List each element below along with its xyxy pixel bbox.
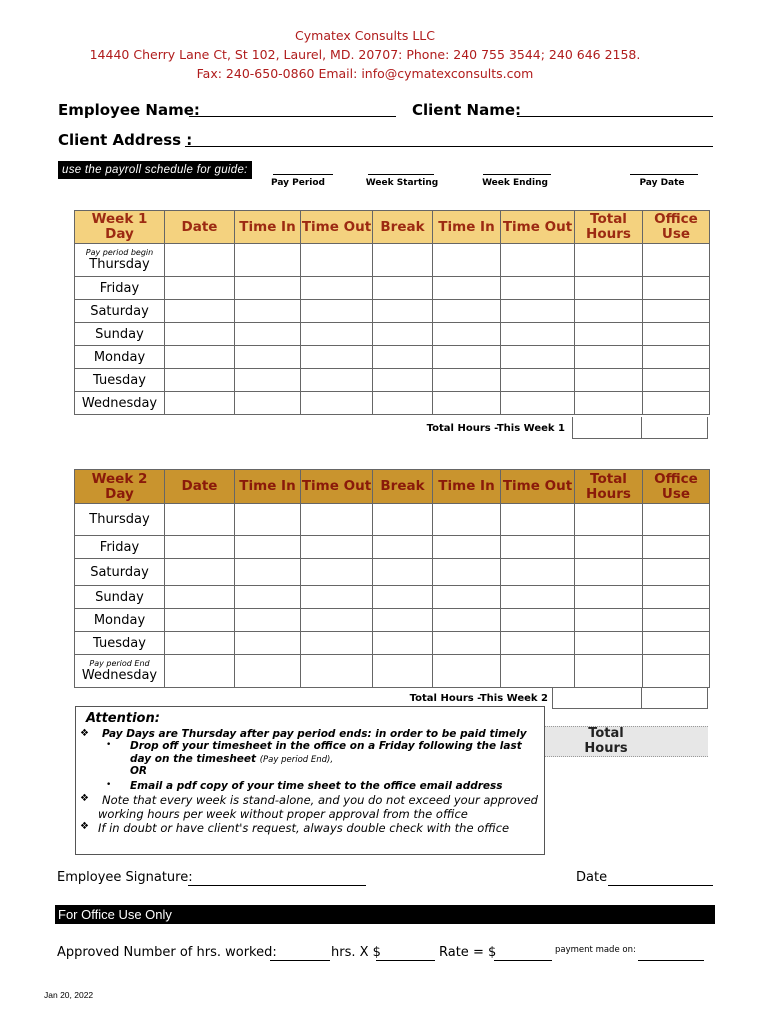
entry-cell[interactable] xyxy=(433,536,501,559)
week2-total-hours-header: Total Hours xyxy=(575,470,643,504)
day-label: Sunday xyxy=(75,586,165,609)
approved-hours-label: Approved Number of hrs. worked: xyxy=(57,945,277,960)
table-row xyxy=(75,346,710,369)
entry-cell[interactable] xyxy=(575,300,643,323)
entry-cell[interactable] xyxy=(501,244,575,277)
entry-cell[interactable] xyxy=(373,559,433,586)
entry-cell[interactable] xyxy=(235,586,301,609)
entry-cell[interactable] xyxy=(643,559,710,586)
attention-or: OR xyxy=(130,765,148,777)
week2-break-header: Break xyxy=(373,470,433,504)
entry-cell[interactable] xyxy=(373,632,433,655)
entry-cell[interactable] xyxy=(235,632,301,655)
day-label: Tuesday xyxy=(75,369,165,392)
attention-standalone-2: working hours per week without proper approval from the office xyxy=(98,807,468,821)
rate-label: Rate = $ xyxy=(439,945,497,960)
hourly-amount-line[interactable] xyxy=(376,960,435,961)
day-label: Wednesday xyxy=(75,392,165,415)
table-row xyxy=(75,586,710,609)
employee-signature-line[interactable] xyxy=(188,885,366,886)
company-address: 14440 Cherry Lane Ct, St 102, Laurel, MD. 20707: Phone: 240 755 3544; 240 646 2158. xyxy=(89,47,641,62)
entry-cell[interactable] xyxy=(643,277,710,300)
entry-cell[interactable] xyxy=(643,323,710,346)
entry-cell[interactable] xyxy=(165,559,235,586)
entry-cell[interactable] xyxy=(373,536,433,559)
day-label: Saturday xyxy=(75,300,165,323)
week1-time-in-2-header: Time In xyxy=(433,211,501,244)
week1-table xyxy=(74,210,710,415)
table-row xyxy=(75,504,710,536)
entry-cell[interactable] xyxy=(433,369,501,392)
pay-period-caption: Pay Period xyxy=(271,178,325,188)
entry-cell[interactable] xyxy=(235,323,301,346)
hrs-x-label: hrs. X $ xyxy=(331,945,381,960)
entry-cell[interactable] xyxy=(373,609,433,632)
week2-total-hours-cell[interactable] xyxy=(553,687,642,708)
attention-title: Attention: xyxy=(86,711,160,726)
week2-office-use-header: Office Use xyxy=(643,470,710,504)
employee-name-line[interactable] xyxy=(189,116,396,117)
week2-total-cells xyxy=(552,687,708,709)
entry-cell[interactable] xyxy=(575,392,643,415)
table-row xyxy=(75,369,710,392)
entry-cell[interactable] xyxy=(373,244,433,277)
entry-cell[interactable] xyxy=(235,244,301,277)
entry-cell[interactable] xyxy=(433,609,501,632)
entry-cell[interactable] xyxy=(301,504,373,536)
payment-made-label: payment made on: xyxy=(555,945,636,955)
entry-cell[interactable] xyxy=(373,586,433,609)
entry-cell[interactable] xyxy=(501,632,575,655)
entry-cell[interactable] xyxy=(301,536,373,559)
day-label: Friday xyxy=(75,536,165,559)
entry-cell[interactable] xyxy=(301,244,373,277)
diamond-bullet-icon: ❖ xyxy=(80,821,89,832)
attention-box xyxy=(75,706,545,855)
entry-cell[interactable] xyxy=(301,277,373,300)
entry-cell[interactable] xyxy=(643,300,710,323)
entry-cell[interactable] xyxy=(165,609,235,632)
entry-cell[interactable] xyxy=(373,392,433,415)
entry-cell[interactable] xyxy=(433,323,501,346)
client-address-line[interactable] xyxy=(185,146,713,147)
office-use-header xyxy=(55,905,715,924)
day-label: Friday xyxy=(75,277,165,300)
entry-cell[interactable] xyxy=(165,300,235,323)
entry-cell[interactable] xyxy=(433,277,501,300)
bullet-icon: • xyxy=(106,780,112,790)
entry-cell[interactable] xyxy=(433,655,501,688)
entry-cell[interactable] xyxy=(235,536,301,559)
entry-cell[interactable] xyxy=(501,609,575,632)
week1-date-header: Date xyxy=(165,211,235,244)
week1-break-header: Break xyxy=(373,211,433,244)
entry-cell[interactable] xyxy=(301,323,373,346)
week2-table xyxy=(74,469,710,688)
entry-cell[interactable] xyxy=(501,300,575,323)
entry-cell[interactable] xyxy=(501,504,575,536)
entry-cell[interactable] xyxy=(643,346,710,369)
entry-cell[interactable] xyxy=(235,300,301,323)
entry-cell[interactable] xyxy=(165,536,235,559)
table-row xyxy=(75,244,710,277)
office-use-title: For Office Use Only xyxy=(58,907,172,922)
client-address-label: Client Address : xyxy=(58,131,193,149)
pay-date-caption: Pay Date xyxy=(639,178,685,188)
entry-cell[interactable] xyxy=(433,632,501,655)
entry-cell[interactable] xyxy=(165,277,235,300)
entry-cell[interactable] xyxy=(433,346,501,369)
week1-total-hours-cell[interactable] xyxy=(573,417,642,438)
entry-cell[interactable] xyxy=(235,346,301,369)
entry-cell[interactable] xyxy=(433,559,501,586)
entry-cell[interactable] xyxy=(301,346,373,369)
entry-cell[interactable] xyxy=(235,504,301,536)
entry-cell[interactable] xyxy=(575,277,643,300)
table-row xyxy=(75,277,710,300)
entry-cell[interactable] xyxy=(373,369,433,392)
signature-date-label: Date xyxy=(576,870,608,885)
entry-cell[interactable] xyxy=(575,586,643,609)
entry-cell[interactable] xyxy=(501,277,575,300)
entry-cell[interactable] xyxy=(235,392,301,415)
entry-cell[interactable] xyxy=(165,632,235,655)
payroll-guide-label: use the payroll schedule for guide: xyxy=(58,161,252,179)
entry-cell[interactable] xyxy=(235,277,301,300)
week1-office-use-header: Office Use xyxy=(643,211,710,244)
entry-cell[interactable] xyxy=(501,655,575,688)
day-name: Wednesday xyxy=(81,668,158,683)
signature-date-line[interactable] xyxy=(608,885,713,886)
week1-total-cells xyxy=(572,417,708,439)
entry-cell[interactable] xyxy=(165,392,235,415)
diamond-bullet-icon: ❖ xyxy=(80,728,89,739)
entry-cell[interactable] xyxy=(575,346,643,369)
week1-time-out-header: Time Out xyxy=(301,211,373,244)
week2-time-in-2-header: Time In xyxy=(433,470,501,504)
week1-day-header: Week 1 Day xyxy=(75,211,165,244)
week2-time-out-2-header: Time Out xyxy=(501,470,575,504)
payment-date-line[interactable] xyxy=(638,960,704,961)
entry-cell[interactable] xyxy=(575,655,643,688)
week2-header-row xyxy=(75,470,710,504)
company-contact: Fax: 240-650-0860 Email: info@cymatexconsults.com xyxy=(196,66,534,81)
entry-cell[interactable] xyxy=(373,300,433,323)
entry-cell[interactable] xyxy=(235,559,301,586)
day-label: Monday xyxy=(75,609,165,632)
entry-cell[interactable] xyxy=(501,392,575,415)
day-label: Saturday xyxy=(75,559,165,586)
entry-cell[interactable] xyxy=(643,586,710,609)
day-label: Sunday xyxy=(75,323,165,346)
entry-cell[interactable] xyxy=(301,300,373,323)
entry-cell[interactable] xyxy=(165,369,235,392)
week-ending-line[interactable] xyxy=(483,174,551,175)
attention-doubt: If in doubt or have client's request, always double check with the office xyxy=(98,821,510,835)
pay-period-line[interactable] xyxy=(273,174,333,175)
entry-cell[interactable] xyxy=(433,504,501,536)
entry-cell[interactable] xyxy=(501,586,575,609)
entry-cell[interactable] xyxy=(301,369,373,392)
entry-cell[interactable] xyxy=(235,655,301,688)
entry-cell[interactable] xyxy=(575,504,643,536)
entry-cell[interactable] xyxy=(575,369,643,392)
entry-cell[interactable] xyxy=(643,609,710,632)
table-row xyxy=(75,632,710,655)
entry-cell[interactable] xyxy=(373,323,433,346)
entry-cell[interactable] xyxy=(301,609,373,632)
attention-dropoff-2 xyxy=(130,753,333,767)
attention-standalone-1: Note that every week is stand-alone, and you do not exceed your approved xyxy=(102,793,538,807)
entry-cell[interactable] xyxy=(575,323,643,346)
entry-cell[interactable] xyxy=(235,609,301,632)
entry-cell[interactable] xyxy=(433,392,501,415)
table-row xyxy=(75,655,710,688)
entry-cell[interactable] xyxy=(235,369,301,392)
entry-cell[interactable] xyxy=(643,369,710,392)
entry-cell[interactable] xyxy=(575,244,643,277)
day-name: Thursday xyxy=(89,257,150,272)
week1-time-in-header: Time In xyxy=(235,211,301,244)
client-name-line[interactable] xyxy=(517,116,713,117)
table-row xyxy=(75,559,710,586)
company-name: Cymatex Consults LLC xyxy=(295,28,435,43)
entry-cell[interactable] xyxy=(373,346,433,369)
entry-cell[interactable] xyxy=(643,392,710,415)
entry-cell[interactable] xyxy=(165,323,235,346)
entry-cell[interactable] xyxy=(165,655,235,688)
entry-cell[interactable] xyxy=(501,346,575,369)
client-name-label: Client Name: xyxy=(412,101,522,119)
entry-cell[interactable] xyxy=(433,244,501,277)
entry-cell[interactable] xyxy=(165,586,235,609)
entry-cell[interactable] xyxy=(643,632,710,655)
entry-cell[interactable] xyxy=(301,586,373,609)
entry-cell[interactable] xyxy=(373,504,433,536)
entry-cell[interactable] xyxy=(301,632,373,655)
entry-cell[interactable] xyxy=(643,244,710,277)
table-row xyxy=(75,392,710,415)
table-row xyxy=(75,300,710,323)
employee-name-label: Employee Name: xyxy=(58,101,200,119)
attention-dropoff-2-text: day on the timesheet xyxy=(130,753,257,765)
day-label: Tuesday xyxy=(75,632,165,655)
entry-cell[interactable] xyxy=(575,536,643,559)
entry-cell[interactable] xyxy=(501,559,575,586)
week1-header-row xyxy=(75,211,710,244)
diamond-bullet-icon: ❖ xyxy=(80,793,89,804)
day-label: Thursday xyxy=(75,504,165,536)
week2-time-out-header: Time Out xyxy=(301,470,373,504)
attention-paydays: Pay Days are Thursday after pay period ends: in order to be paid timely xyxy=(102,728,527,740)
entry-cell[interactable] xyxy=(165,244,235,277)
approved-hours-line[interactable] xyxy=(270,960,330,961)
entry-cell[interactable] xyxy=(301,655,373,688)
week2-time-in-header: Time In xyxy=(235,470,301,504)
entry-cell[interactable] xyxy=(643,536,710,559)
entry-cell[interactable] xyxy=(433,300,501,323)
entry-cell[interactable] xyxy=(165,346,235,369)
entry-cell[interactable] xyxy=(433,586,501,609)
week2-day-header: Week 2 Day xyxy=(75,470,165,504)
entry-cell[interactable] xyxy=(643,504,710,536)
entry-cell[interactable] xyxy=(643,655,710,688)
table-row xyxy=(75,536,710,559)
entry-cell[interactable] xyxy=(501,323,575,346)
footer-date: Jan 20, 2022 xyxy=(44,990,94,1000)
week2-total-label: Total Hours -This Week 2 xyxy=(409,693,548,704)
day-label xyxy=(75,244,165,277)
week1-total-label: Total Hours -This Week 1 xyxy=(426,423,565,434)
entry-cell[interactable] xyxy=(165,504,235,536)
pay-date-line[interactable] xyxy=(630,174,698,175)
day-label xyxy=(75,655,165,688)
week1-total-hours-header: Total Hours xyxy=(575,211,643,244)
table-row xyxy=(75,609,710,632)
pay-period-begin-note: Pay period begin xyxy=(85,248,154,257)
week1-time-out-2-header: Time Out xyxy=(501,211,575,244)
rate-amount-line[interactable] xyxy=(494,960,552,961)
entry-cell[interactable] xyxy=(373,655,433,688)
employee-signature-label: Employee Signature: xyxy=(57,870,193,885)
table-row xyxy=(75,323,710,346)
week2-office-use-cell[interactable] xyxy=(642,687,708,708)
pay-period-end-note: Pay period End xyxy=(89,659,150,668)
entry-cell[interactable] xyxy=(575,609,643,632)
bullet-icon: • xyxy=(106,740,112,750)
day-label: Monday xyxy=(75,346,165,369)
entry-cell[interactable] xyxy=(575,559,643,586)
attention-dropoff-1: Drop off your timesheet in the office on a Friday following the last xyxy=(130,740,522,752)
entry-cell[interactable] xyxy=(301,559,373,586)
week-ending-caption: Week Ending xyxy=(482,178,548,188)
week-starting-caption: Week Starting xyxy=(365,178,439,188)
entry-cell[interactable] xyxy=(301,392,373,415)
entry-cell[interactable] xyxy=(501,369,575,392)
attention-email: Email a pdf copy of your time sheet to the office email address xyxy=(130,780,503,792)
week2-date-header: Date xyxy=(165,470,235,504)
week-starting-line[interactable] xyxy=(368,174,434,175)
attention-dropoff-note: (Pay period End), xyxy=(259,755,334,765)
entry-cell[interactable] xyxy=(501,536,575,559)
entry-cell[interactable] xyxy=(575,632,643,655)
week1-office-use-cell[interactable] xyxy=(642,417,708,438)
grand-total-label: Total Hours xyxy=(584,726,628,756)
entry-cell[interactable] xyxy=(373,277,433,300)
